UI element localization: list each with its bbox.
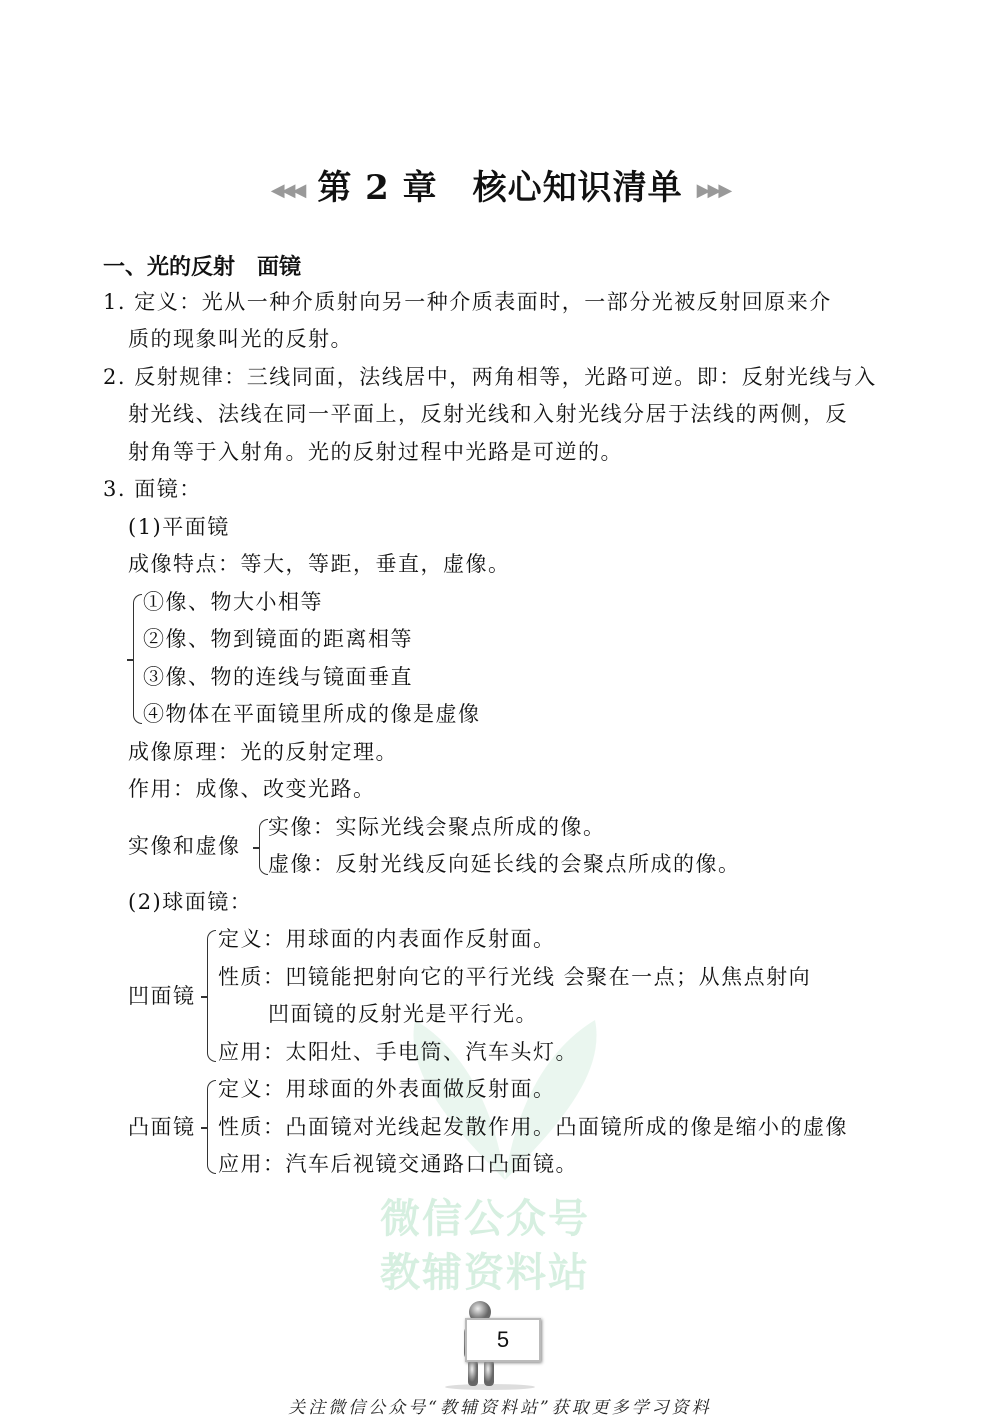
watermark-line-2: 教辅资料站 <box>380 1250 590 1296</box>
feature-item-3: ③像、物的连线与镜面垂直 <box>143 665 413 689</box>
law-line-3: 射角等于入射角。光的反射过程中光路是可逆的。 <box>128 440 623 464</box>
feature-item-1: ①像、物大小相等 <box>143 590 323 614</box>
real-virtual-label: 实像和虚像 <box>128 834 241 858</box>
brace <box>207 1080 216 1174</box>
chapter-title: ◀◀◀ 第 2 章 核心知识清单 ▶▶▶ <box>270 168 730 208</box>
page-number: 5 <box>465 1318 541 1362</box>
definition-line-1: 1. 定义：光从一种介质射向另一种介质表面时，一部分光被反射回原来介 <box>103 290 832 314</box>
definition-line-2: 质的现象叫光的反射。 <box>128 327 353 351</box>
convex-property: 性质：凸面镜对光线起发散作用。凸面镜所成的像是缩小的虚像 <box>218 1115 848 1139</box>
convex-label: 凸面镜 <box>128 1115 196 1139</box>
plane-mirror-use: 作用：成像、改变光路。 <box>128 777 376 801</box>
footer-note: 关注微信公众号“教辅资料站”获取更多学习资料 <box>288 1398 712 1418</box>
real-image: 实像：实际光线会聚点所成的像。 <box>268 815 606 839</box>
feature-item-4: ④物体在平面镜里所成的像是虚像 <box>143 702 481 726</box>
mirror-heading: 3. 面镜： <box>103 477 202 501</box>
concave-property-1: 性质：凹镜能把射向它的平行光线 会聚在一点；从焦点射向 <box>218 965 812 989</box>
brace <box>259 819 268 875</box>
law-line-1: 2. 反射规律：三线同面，法线居中，两角相等，光路可逆。即：反射光线与入 <box>103 365 877 389</box>
plane-mirror-heading: (1)平面镜 <box>128 515 230 539</box>
concave-label: 凹面镜 <box>128 984 196 1008</box>
section-heading: 一、光的反射 面镜 <box>103 255 302 280</box>
spherical-mirror-heading: (2)球面镜： <box>128 890 253 914</box>
concave-application: 应用：太阳灶、手电筒、汽车头灯。 <box>218 1040 578 1064</box>
brace <box>133 594 142 724</box>
convex-definition: 定义：用球面的外表面做反射面。 <box>218 1077 556 1101</box>
watermark-line-1: 微信公众号 <box>380 1196 590 1242</box>
virtual-image: 虚像：反射光线反向延长线的会聚点所成的像。 <box>268 852 741 876</box>
brace <box>207 930 216 1062</box>
image-principle: 成像原理：光的反射定理。 <box>128 740 398 764</box>
arrows-left-icon: ◀◀◀ <box>270 179 304 201</box>
convex-application: 应用：汽车后视镜交通路口凸面镜。 <box>218 1152 578 1176</box>
image-features: 成像特点：等大，等距，垂直，虚像。 <box>128 552 511 576</box>
arrows-right-icon: ▶▶▶ <box>696 179 730 201</box>
concave-property-2: 凹面镜的反射光是平行光。 <box>268 1002 538 1026</box>
concave-definition: 定义：用球面的内表面作反射面。 <box>218 927 556 951</box>
feature-item-2: ②像、物到镜面的距离相等 <box>143 627 413 651</box>
law-line-2: 射光线、法线在同一平面上，反射光线和入射光线分居于法线的两侧，反 <box>128 402 848 426</box>
